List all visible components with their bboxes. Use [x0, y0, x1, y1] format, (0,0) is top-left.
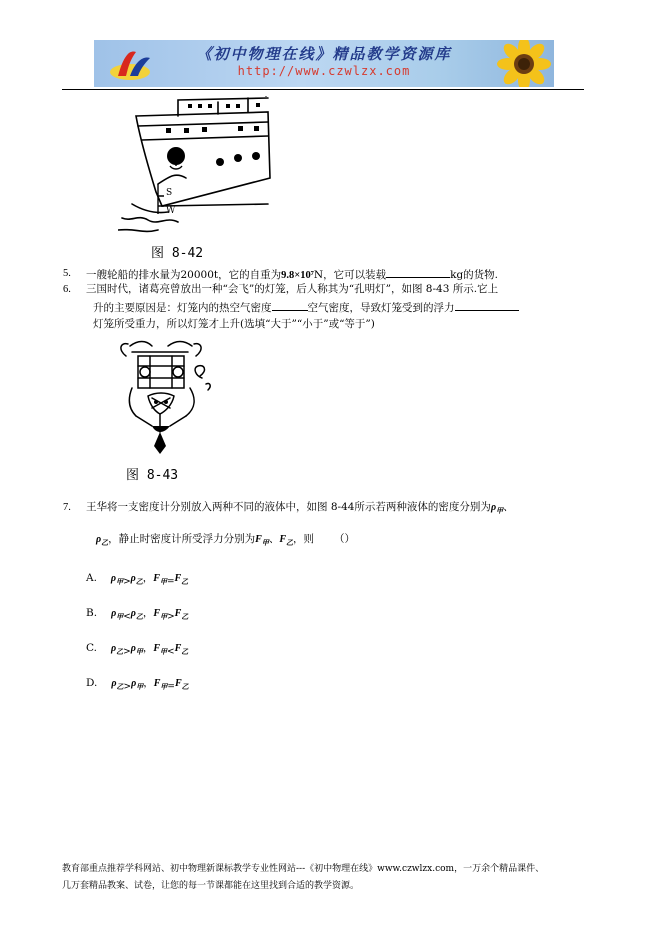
question-6-number: 6.: [63, 284, 71, 295]
answer-blank-density[interactable]: [272, 298, 308, 311]
question-7-line-1: 王华将一支密度计分别放入两种不同的液体中，如图 8-44所示若两种液体的密度分别为$\rho_甲$、: [86, 501, 514, 515]
option-c[interactable]: C. $\rho_乙>\rho_甲$，$F_甲<F_乙$: [86, 642, 189, 657]
f-jia: $F_甲$: [255, 534, 269, 547]
banner-title: 《初中物理在线》精品教学资源库: [196, 45, 452, 63]
answer-blank-cargo[interactable]: [386, 265, 450, 278]
header-banner: [94, 40, 554, 87]
option-b[interactable]: B. $\rho_甲<\rho_乙$，$F_甲>F_乙$: [86, 607, 189, 622]
sunflower-icon: [484, 40, 554, 87]
banner-url[interactable]: http://www.czwlzx.com: [237, 64, 411, 78]
option-d[interactable]: D. $\rho_乙>\rho_甲$，$F_甲=F_乙$: [86, 677, 189, 692]
figure-mark-s: S: [166, 188, 173, 198]
question-6-line-3: 灯笼所受重力，所以灯笼才上升(选填“大于”“小于”或“等于”): [93, 318, 375, 330]
option-a[interactable]: A. $\rho_甲>\rho_乙$，$F_甲=F_乙$: [86, 572, 189, 587]
question-7-number: 7.: [63, 502, 71, 513]
page-footer: [62, 861, 602, 895]
question-6-line-1: 三国时代，诸葛亮曾放出一种“会飞”的灯笼，后人称其为“孔明灯”，如图 8-43 所示.它上: [86, 283, 499, 295]
rho-jia: $\rho_甲$: [490, 502, 504, 515]
question-5-text: 一艘轮船的排水量为20000t，它的自重为9.8×10⁷N，它可以装载 kg的货物.: [86, 265, 498, 284]
figure-caption-8-42: 图 8-42: [151, 246, 204, 261]
lantern-figure: [112, 336, 212, 460]
figure-caption-8-43: 图 8-43: [126, 468, 179, 483]
header-divider: [62, 89, 584, 90]
question-6-line-2: 升的主要原因是：灯笼内的热空气密度 空气密度，导致灯笼受到的浮力: [93, 298, 519, 317]
ship-weight: 9.8×10⁷: [281, 270, 314, 281]
footer-line-1: 教育部重点推荐学科网站、初中物理新课标教学专业性网站---《初中物理在线》www.czwlzx.com，一万余个精品课件、: [62, 864, 545, 874]
question-5-number: 5.: [63, 268, 71, 279]
footer-line-2: 几万套精品教案、试卷，让您的每一节课都能在这里找到合适的教学资源。: [62, 881, 360, 891]
question-7-line-2: $\rho_乙$，静止时密度计所受浮力分别为$F_甲$、$F_乙$，则 （）: [96, 533, 355, 547]
rho-yi: $\rho_乙$: [96, 534, 109, 547]
f-yi: $F_乙$: [279, 534, 293, 547]
answer-paren[interactable]: （）: [334, 533, 355, 545]
ship-figure: [118, 96, 278, 236]
figure-mark-w: W: [166, 206, 176, 216]
answer-blank-buoyancy[interactable]: [455, 298, 519, 311]
